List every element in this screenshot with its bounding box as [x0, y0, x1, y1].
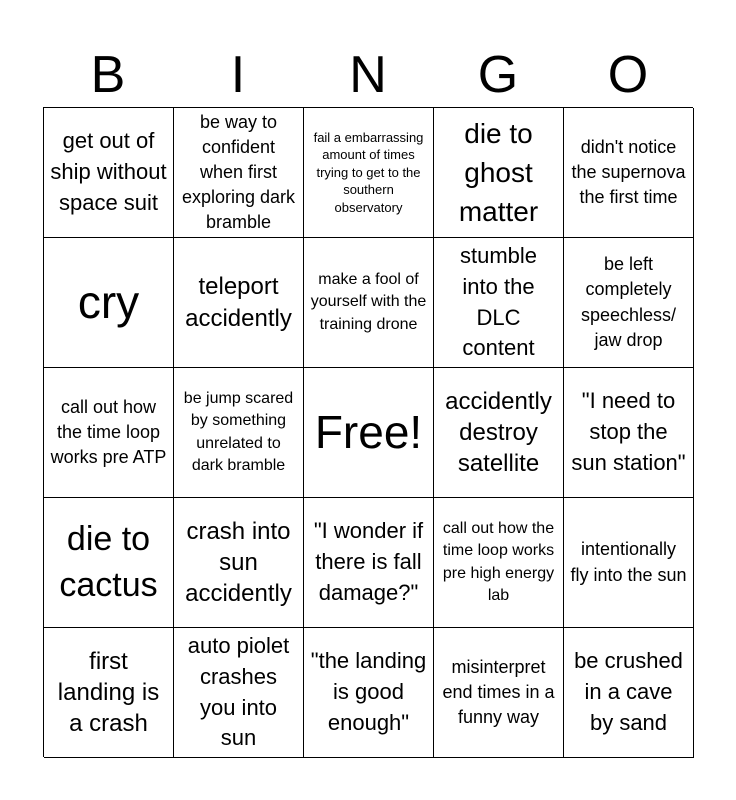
bingo-cell-r4c3: "I wonder if there is fall damage?" — [304, 498, 434, 628]
bingo-cell-r1c5: didn't notice the supernova the first time — [564, 108, 694, 238]
bingo-cell-r2c4: stumble into the DLC content — [434, 238, 564, 368]
header-letter-b: B — [90, 46, 126, 104]
header-letter-n: N — [349, 46, 387, 104]
bingo-cell-r5c4: misinterpret end times in a funny way — [434, 628, 564, 758]
bingo-cell-r5c2: auto piolet crashes you into sun — [174, 628, 304, 758]
bingo-cell-r2c5: be left completely speechless/ jaw drop — [564, 238, 694, 368]
bingo-cell-r3c4: accidently destroy satellite — [434, 368, 564, 498]
header-letter-g: G — [477, 46, 519, 104]
bingo-cell-r1c2: be way to confident when first exploring dark bramble — [174, 108, 304, 238]
bingo-cell-r3c1: call out how the time loop works pre ATP — [44, 368, 174, 498]
bingo-cell-r1c4: die to ghost matter — [434, 108, 564, 238]
bingo-cell-r2c3: make a fool of yourself with the training drone — [304, 238, 434, 368]
bingo-cell-r1c1: get out of ship without space suit — [44, 108, 174, 238]
bingo-cell-r5c1: first landing is a crash — [44, 628, 174, 758]
header-letter-i: I — [230, 46, 246, 104]
bingo-cell-r3c5: "I need to stop the sun station" — [564, 368, 694, 498]
bingo-cell-r2c2: teleport accidently — [174, 238, 304, 368]
bingo-cell-r5c5: be crushed in a cave by sand — [564, 628, 694, 758]
bingo-cell-r4c5: intentionally fly into the sun — [564, 498, 694, 628]
bingo-cell-r4c1: die to cactus — [44, 498, 174, 628]
bingo-cell-r3c3: Free! — [304, 368, 434, 498]
bingo-cell-r5c3: "the landing is good enough" — [304, 628, 434, 758]
bingo-board — [43, 107, 693, 757]
bingo-cell-r4c4: call out how the time loop works pre high energy lab — [434, 498, 564, 628]
bingo-cell-r2c1: cry — [44, 238, 174, 368]
bingo-header — [43, 44, 693, 106]
bingo-cell-r1c3: fail a embarrassing amount of times trying to get to the southern observatory — [304, 108, 434, 238]
bingo-cell-r3c2: be jump scared by something unrelated to dark bramble — [174, 368, 304, 498]
bingo-cell-r4c2: crash into sun accidently — [174, 498, 304, 628]
header-letter-o: O — [607, 46, 649, 104]
